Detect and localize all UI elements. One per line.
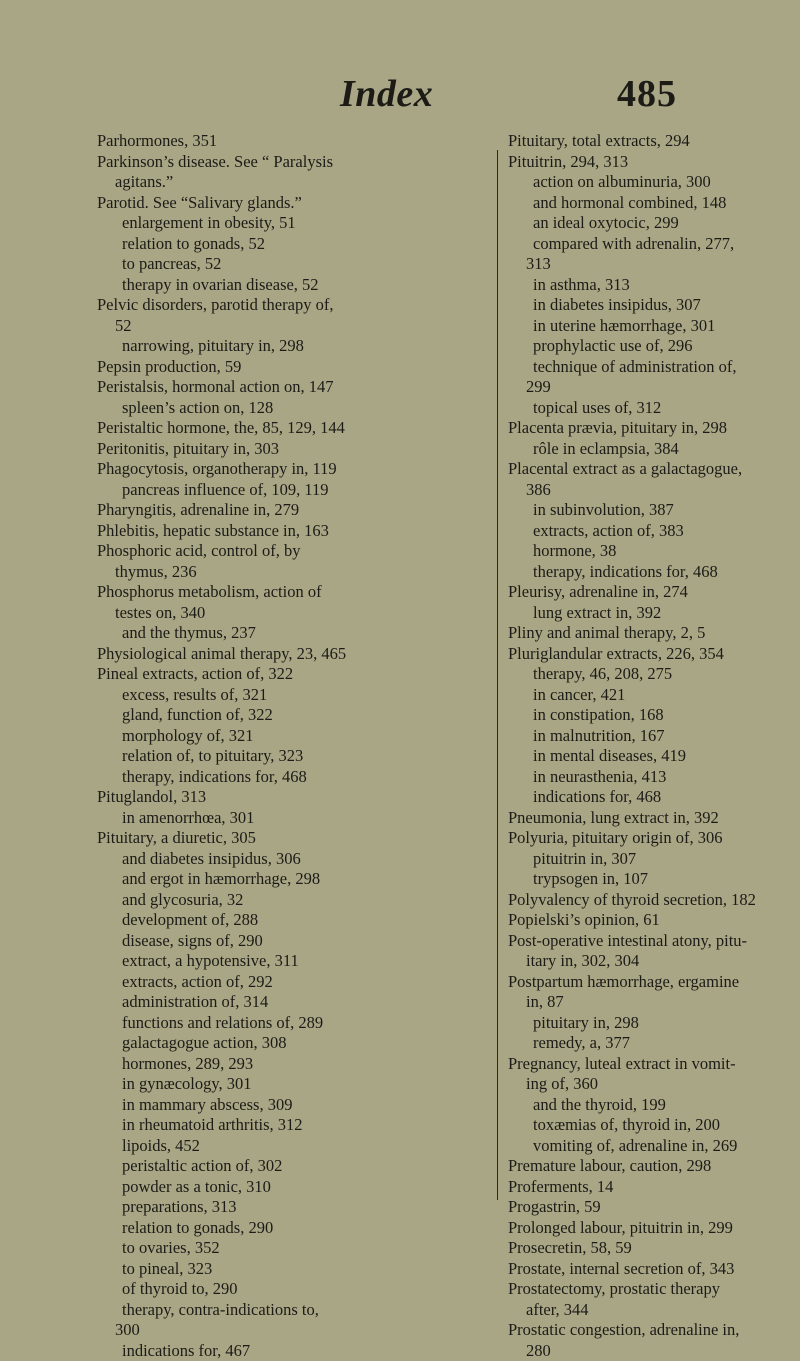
index-subentry: 300 bbox=[97, 1320, 487, 1341]
index-entry: Prostatectomy, prostatic therapy bbox=[508, 1279, 798, 1300]
index-subentry: in gynæcology, 301 bbox=[97, 1074, 487, 1095]
index-subentry: and diabetes insipidus, 306 bbox=[97, 849, 487, 870]
index-subentry: to pineal, 323 bbox=[97, 1259, 487, 1280]
index-entry: Parotid. See “Salivary glands.” bbox=[97, 193, 487, 214]
index-column-left bbox=[97, 131, 487, 1361]
index-subentry: and hormonal combined, 148 bbox=[508, 193, 798, 214]
index-subentry: disease, signs of, 290 bbox=[97, 931, 487, 952]
index-subentry: relation of, to pituitary, 323 bbox=[97, 746, 487, 767]
index-entry: Peritonitis, pituitary in, 303 bbox=[97, 439, 487, 460]
index-subentry: in rheumatoid arthritis, 312 bbox=[97, 1115, 487, 1136]
index-subentry: pituitary in, 298 bbox=[508, 1013, 798, 1034]
index-entry: Pepsin production, 59 bbox=[97, 357, 487, 378]
index-subentry: toxæmias of, thyroid in, 200 bbox=[508, 1115, 798, 1136]
index-subentry: and the thyroid, 199 bbox=[508, 1095, 798, 1116]
index-entry: Pituitary, a diuretic, 305 bbox=[97, 828, 487, 849]
index-entry: Proferments, 14 bbox=[508, 1177, 798, 1198]
index-subentry: galactagogue action, 308 bbox=[97, 1033, 487, 1054]
index-entry: Polyuria, pituitary origin of, 306 bbox=[508, 828, 798, 849]
index-entry: Prostatic congestion, adrenaline in, bbox=[508, 1320, 798, 1341]
index-subentry: in amenorrhœa, 301 bbox=[97, 808, 487, 829]
index-subentry: powder as a tonic, 310 bbox=[97, 1177, 487, 1198]
index-subentry: rôle in eclampsia, 384 bbox=[508, 439, 798, 460]
index-entry: Premature labour, caution, 298 bbox=[508, 1156, 798, 1177]
index-entry: Pleurisy, adrenaline in, 274 bbox=[508, 582, 798, 603]
index-subentry: after, 344 bbox=[508, 1300, 798, 1321]
index-subentry: relation to gonads, 52 bbox=[97, 234, 487, 255]
index-subentry: in mental diseases, 419 bbox=[508, 746, 798, 767]
index-subentry: therapy, indications for, 468 bbox=[508, 562, 798, 583]
index-subentry: enlargement in obesity, 51 bbox=[97, 213, 487, 234]
index-entry: Prolonged labour, pituitrin in, 299 bbox=[508, 1218, 798, 1239]
index-entry: Phosphorus metabolism, action of bbox=[97, 582, 487, 603]
index-entry: Pluriglandular extracts, 226, 354 bbox=[508, 644, 798, 665]
index-entry: Prosecretin, 58, 59 bbox=[508, 1238, 798, 1259]
index-subentry: peristaltic action of, 302 bbox=[97, 1156, 487, 1177]
index-entry: Pregnancy, luteal extract in vomit- bbox=[508, 1054, 798, 1075]
index-entry: Parkinson’s disease. See “ Paralysis bbox=[97, 152, 487, 173]
page-number: 485 bbox=[617, 72, 677, 116]
index-entry: Pituglandol, 313 bbox=[97, 787, 487, 808]
index-entry: Pituitrin, 294, 313 bbox=[508, 152, 798, 173]
index-entry: Phosphoric acid, control of, by bbox=[97, 541, 487, 562]
index-entry: Parhormones, 351 bbox=[97, 131, 487, 152]
index-subentry: in uterine hæmorrhage, 301 bbox=[508, 316, 798, 337]
column-divider bbox=[497, 150, 498, 1200]
index-subentry: spleen’s action on, 128 bbox=[97, 398, 487, 419]
index-entry: Phlebitis, hepatic substance in, 163 bbox=[97, 521, 487, 542]
index-subentry: morphology of, 321 bbox=[97, 726, 487, 747]
index-subentry: in mammary abscess, 309 bbox=[97, 1095, 487, 1116]
index-entry: Post-operative intestinal atony, pitu- bbox=[508, 931, 798, 952]
index-subentry: prophylactic use of, 296 bbox=[508, 336, 798, 357]
index-entry: Physiological animal therapy, 23, 465 bbox=[97, 644, 487, 665]
index-subentry: remedy, a, 377 bbox=[508, 1033, 798, 1054]
index-subentry: lung extract in, 392 bbox=[508, 603, 798, 624]
index-entry: Pineal extracts, action of, 322 bbox=[97, 664, 487, 685]
index-entry: Pelvic disorders, parotid therapy of, bbox=[97, 295, 487, 316]
index-subentry: and ergot in hæmorrhage, 298 bbox=[97, 869, 487, 890]
index-entry: Pituitary, total extracts, 294 bbox=[508, 131, 798, 152]
index-subentry: therapy, indications for, 468 bbox=[97, 767, 487, 788]
index-column-right bbox=[508, 131, 798, 1361]
index-subentry: therapy, contra-indications to, bbox=[97, 1300, 487, 1321]
index-entry: Postpartum hæmorrhage, ergamine bbox=[508, 972, 798, 993]
index-subentry: hormones, 289, 293 bbox=[97, 1054, 487, 1075]
index-subentry: excess, results of, 321 bbox=[97, 685, 487, 706]
index-subentry: in diabetes insipidus, 307 bbox=[508, 295, 798, 316]
index-entry: Peristalsis, hormonal action on, 147 bbox=[97, 377, 487, 398]
index-subentry: vomiting of, adrenaline in, 269 bbox=[508, 1136, 798, 1157]
index-subentry: lipoids, 452 bbox=[97, 1136, 487, 1157]
index-subentry: narrowing, pituitary in, 298 bbox=[97, 336, 487, 357]
index-subentry: and glycosuria, 32 bbox=[97, 890, 487, 911]
index-entry: Pneumonia, lung extract in, 392 bbox=[508, 808, 798, 829]
index-subentry: 299 bbox=[508, 377, 798, 398]
index-subentry: gland, function of, 322 bbox=[97, 705, 487, 726]
page-header bbox=[0, 72, 800, 132]
index-subentry: 313 bbox=[508, 254, 798, 275]
index-subentry: technique of administration of, bbox=[508, 357, 798, 378]
index-subentry: administration of, 314 bbox=[97, 992, 487, 1013]
index-subentry: of thyroid to, 290 bbox=[97, 1279, 487, 1300]
index-subentry: an ideal oxytocic, 299 bbox=[508, 213, 798, 234]
index-subentry: indications for, 467 bbox=[97, 1341, 487, 1361]
index-subentry: extracts, action of, 383 bbox=[508, 521, 798, 542]
index-entry: Peristaltic hormone, the, 85, 129, 144 bbox=[97, 418, 487, 439]
index-subentry: thymus, 236 bbox=[97, 562, 487, 583]
index-subentry: 280 bbox=[508, 1341, 798, 1361]
index-entry: Prostate, internal secretion of, 343 bbox=[508, 1259, 798, 1280]
index-subentry: relation to gonads, 290 bbox=[97, 1218, 487, 1239]
index-entry: Placental extract as a galactagogue, bbox=[508, 459, 798, 480]
index-entry: Pharyngitis, adrenaline in, 279 bbox=[97, 500, 487, 521]
index-subentry: to ovaries, 352 bbox=[97, 1238, 487, 1259]
index-subentry: in cancer, 421 bbox=[508, 685, 798, 706]
index-subentry: itary in, 302, 304 bbox=[508, 951, 798, 972]
index-subentry: 52 bbox=[97, 316, 487, 337]
index-subentry: testes on, 340 bbox=[97, 603, 487, 624]
index-subentry: hormone, 38 bbox=[508, 541, 798, 562]
index-subentry: and the thymus, 237 bbox=[97, 623, 487, 644]
index-subentry: in asthma, 313 bbox=[508, 275, 798, 296]
index-subentry: compared with adrenalin, 277, bbox=[508, 234, 798, 255]
index-subentry: agitans.” bbox=[97, 172, 487, 193]
index-subentry: in, 87 bbox=[508, 992, 798, 1013]
index-subentry: topical uses of, 312 bbox=[508, 398, 798, 419]
index-subentry: 386 bbox=[508, 480, 798, 501]
index-subentry: in neurasthenia, 413 bbox=[508, 767, 798, 788]
index-subentry: pituitrin in, 307 bbox=[508, 849, 798, 870]
page-title: Index bbox=[340, 72, 433, 116]
index-entry: Placenta prævia, pituitary in, 298 bbox=[508, 418, 798, 439]
index-subentry: extracts, action of, 292 bbox=[97, 972, 487, 993]
index-entry: Phagocytosis, organotherapy in, 119 bbox=[97, 459, 487, 480]
index-entry: Progastrin, 59 bbox=[508, 1197, 798, 1218]
index-subentry: in malnutrition, 167 bbox=[508, 726, 798, 747]
index-subentry: pancreas influence of, 109, 119 bbox=[97, 480, 487, 501]
index-subentry: development of, 288 bbox=[97, 910, 487, 931]
index-subentry: in constipation, 168 bbox=[508, 705, 798, 726]
index-subentry: preparations, 313 bbox=[97, 1197, 487, 1218]
index-subentry: to pancreas, 52 bbox=[97, 254, 487, 275]
index-subentry: action on albuminuria, 300 bbox=[508, 172, 798, 193]
index-subentry: in subinvolution, 387 bbox=[508, 500, 798, 521]
index-entry: Polyvalency of thyroid secretion, 182 bbox=[508, 890, 798, 911]
index-subentry: indications for, 468 bbox=[508, 787, 798, 808]
index-subentry: functions and relations of, 289 bbox=[97, 1013, 487, 1034]
index-subentry: therapy, 46, 208, 275 bbox=[508, 664, 798, 685]
index-subentry: trypsogen in, 107 bbox=[508, 869, 798, 890]
index-entry: Pliny and animal therapy, 2, 5 bbox=[508, 623, 798, 644]
index-subentry: extract, a hypotensive, 311 bbox=[97, 951, 487, 972]
index-subentry: ing of, 360 bbox=[508, 1074, 798, 1095]
index-entry: Popielski’s opinion, 61 bbox=[508, 910, 798, 931]
index-subentry: therapy in ovarian disease, 52 bbox=[97, 275, 487, 296]
